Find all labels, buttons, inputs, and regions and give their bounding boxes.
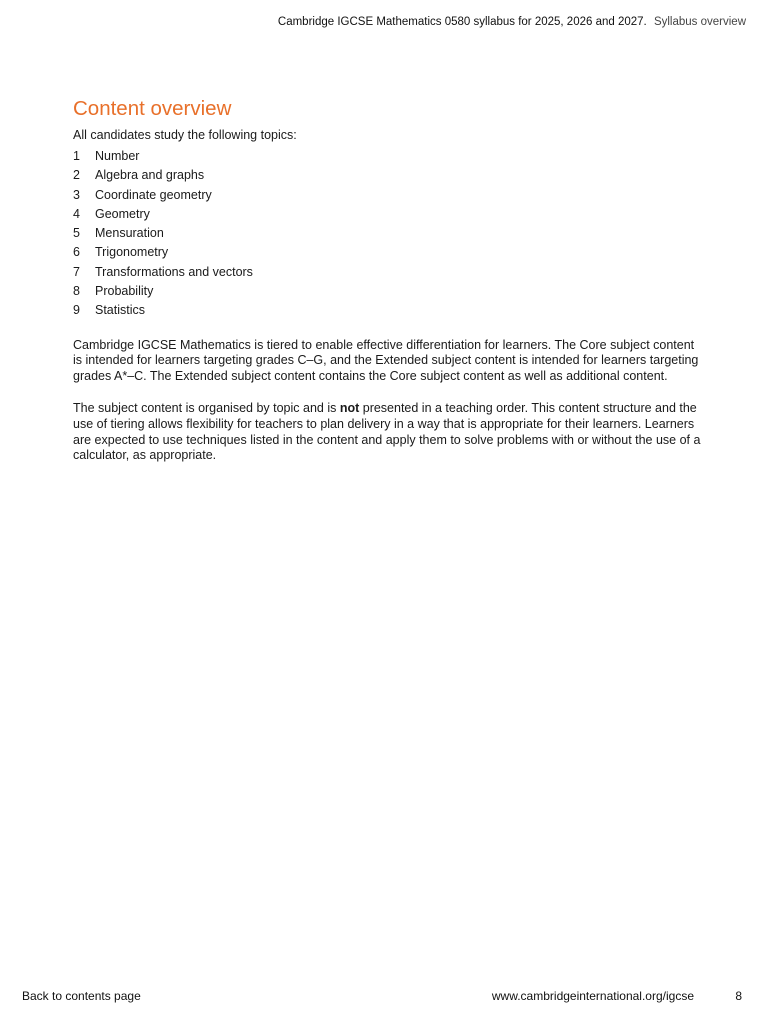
page-number: 8 (735, 989, 742, 1003)
structure-emphasis: not (339, 401, 360, 416)
topic-number: 1 (73, 149, 80, 163)
topic-item (73, 301, 703, 320)
topic-label: Statistics (95, 303, 146, 318)
topic-number: 7 (73, 264, 80, 279)
section-name: Syllabus overview (653, 16, 746, 28)
topic-label: Mensuration (95, 226, 164, 241)
topic-item (73, 147, 703, 166)
topic-number: 3 (73, 187, 80, 202)
topic-number: 4 (73, 206, 80, 221)
main-content (73, 96, 703, 480)
topic-label: Coordinate geometry (95, 187, 212, 202)
website-link[interactable]: www.cambridgeinternational.org/igcse (491, 989, 694, 1003)
topic-label: Number (95, 149, 140, 163)
topic-label: Probability (95, 284, 154, 299)
topic-number: 8 (73, 284, 80, 299)
structure-paragraph (73, 401, 703, 464)
topic-item (73, 166, 703, 185)
topic-item (73, 224, 703, 243)
intro-text: All candidates study the following topics: (73, 128, 297, 142)
topic-number: 2 (73, 168, 80, 183)
topic-number: 9 (73, 303, 80, 318)
topic-item (73, 205, 703, 224)
topic-label: Algebra and graphs (95, 168, 205, 183)
topic-item (73, 282, 703, 301)
topic-number: 6 (73, 245, 80, 260)
document-title: Cambridge IGCSE Mathematics 0580 syllabus for 2025, 2026 and 2027. (277, 16, 647, 28)
page-heading: Content overview (73, 97, 232, 120)
topic-item (73, 263, 703, 282)
topic-label: Trigonometry (95, 245, 169, 260)
topic-list (73, 147, 703, 321)
topic-label: Transformations and vectors (95, 264, 253, 279)
topic-label: Geometry (95, 206, 150, 221)
topic-item (73, 243, 703, 262)
topic-item (73, 186, 703, 205)
tiering-paragraph: Cambridge IGCSE Mathematics is tiered to enable effective differentiation for learners. The Core subject content is intended for learners targeting grades C–G, and the Extended subject content is intended for learners targeting grades A*–C. The Extended subject content contains the Core subject content as well as additional content. (73, 337, 699, 384)
structure-text-after: presented in a teaching order. This content structure and the use of tiering allows flexibility for teachers to plan delivery in a way that is appropriate for their learners. Learners are expected to use techniques listed in the content and apply them to solve problems with or without the use of a calculator, as appropriate. (73, 401, 701, 463)
structure-text-before: The subject content is organised by topic and is (73, 401, 340, 416)
topic-number: 5 (73, 226, 80, 241)
running-header (278, 16, 746, 28)
back-to-contents-link[interactable]: Back to contents page (22, 989, 141, 1003)
